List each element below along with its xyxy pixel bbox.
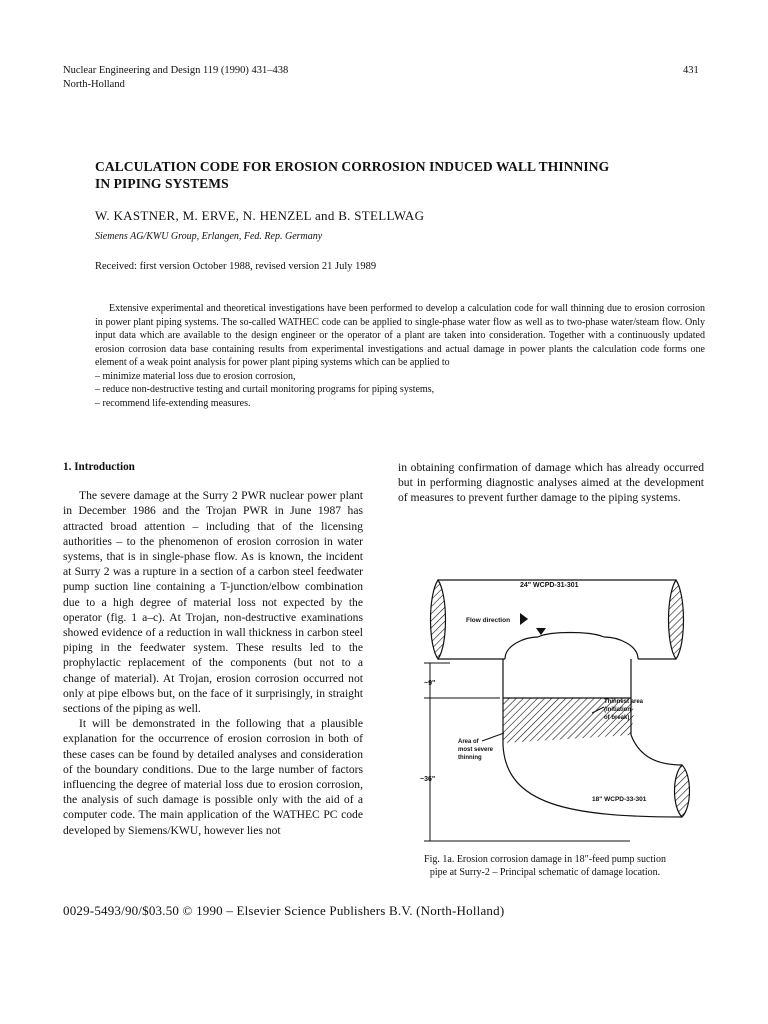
svg-text:Area of: Area of xyxy=(458,739,479,745)
abstract-text: Extensive experimental and theoretical investigations have been performed to develop a calculation code for wall thinning due to erosion corrosion in power plant piping systems. The so-called WATHEC code can be applied to single-phase water flow as well as to two-phase water/steam flow. Only input data which are available to the design engineer or the operator of a plant are taken into consideration. Together with a continuously updated erosion corrosion data base containing results from experimental investigations and actual damage in power plants the calculation code forms one element of a weak point analysis for power plant piping systems which can be applied to xyxy=(95,303,705,368)
outlet-pipe-cut xyxy=(675,765,690,817)
right-pipe-cut xyxy=(669,580,684,659)
article-title xyxy=(95,158,695,192)
affiliation: Siemens AG/KWU Group, Erlangen, Fed. Rep. Germany xyxy=(95,231,323,242)
severe-thinning-label xyxy=(458,739,494,761)
page-number: 431 xyxy=(683,65,699,76)
top-pipe-label: 24" WCPD-31-301 xyxy=(520,582,579,589)
received-dates: Received: first version October 1988, revised version 21 July 1989 xyxy=(95,261,377,272)
svg-text:thinning: thinning xyxy=(458,755,482,761)
intro-paragraph-1: The severe damage at the Surry 2 PWR nuclear power plant in December 1986 and the Trojan PWR in June 1987 has attracted broad attention – including that of the licensing authorities – to the phenomenon of erosion corrosion in water systems, that is in single-phase flow. As is known, the incident at Surry 2 was a rupture in a section of a carbon steel feedwater pump suction line containing a T-junction/elbow combination due to a high degree of material loss not expected by the operator (fig. 1 a–c). At Trojan, non-destructive examinations showed evidence of a reduction in wall thickness in carbon steel piping in the feedwater system. These results led to the prophylactic replacement of the components (but not to a change of material). At Trojan, erosion corrosion occurred not only at pipe elbows but, on the face of it surprisingly, in straight sections of the piping as well. xyxy=(63,489,363,716)
abstract-bullet: – minimize material loss due to erosion corrosion, xyxy=(95,370,705,384)
flow-direction-label: Flow direction xyxy=(466,617,511,624)
intro-paragraph-2: It will be demonstrated in the following that a plausible explanation for the occurrence of erosion corrosion in both of these cases can be found by detailed analyses and consideration of the boundary conditions. Due to the large number of factors influencing the degree of material loss due to erosion corrosion, the analysis of such damage is possible only with the aid of a computer code. The main application of the WATHEC PC code developed by Siemens/KWU, however lies not xyxy=(63,717,363,837)
authors: W. KASTNER, M. ERVE, N. HENZEL and B. STELLWAG xyxy=(95,208,425,223)
abstract xyxy=(95,302,705,410)
svg-text:(initiation: (initiation xyxy=(604,707,631,713)
svg-text:of break): of break) xyxy=(604,715,630,721)
thinnest-area-label xyxy=(604,699,644,721)
abstract-bullets xyxy=(95,370,705,411)
title-line-1: CALCULATION CODE FOR EROSION CORROSION INDUCED WALL THINNING xyxy=(95,159,610,174)
dim-36-label: ~36" xyxy=(420,776,436,783)
flow-arrow-right-icon xyxy=(520,613,528,625)
figure-caption xyxy=(385,853,705,879)
title-line-2: IN PIPING SYSTEMS xyxy=(95,176,229,191)
intro-continuation: in obtaining confirmation of damage which has already occurred but in performing diagnostic analyses aimed at the development of measures to prevent further damage to the piping systems. xyxy=(398,461,704,505)
caption-line-2: pipe at Surry-2 – Principal schematic of damage location. xyxy=(429,867,661,878)
publisher: North-Holland xyxy=(63,79,125,90)
severe-leader xyxy=(482,733,504,741)
dimension-lines xyxy=(424,663,630,841)
abstract-bullet: – reduce non-destructive testing and curtail monitoring programs for piping systems, xyxy=(95,383,705,397)
bottom-pipe-label: 18" WCPD-33-301 xyxy=(592,796,647,803)
left-column xyxy=(63,460,363,838)
flow-arrow-down-icon xyxy=(536,628,546,635)
figure-1a-schematic xyxy=(420,575,690,845)
journal-citation: Nuclear Engineering and Design 119 (1990) 431–438 xyxy=(63,65,289,76)
svg-text:Thinnest area: Thinnest area xyxy=(604,699,644,705)
right-column xyxy=(398,460,704,506)
caption-line-1: Fig. 1a. Erosion corrosion damage in 18″-feed pump suction xyxy=(424,854,666,865)
copyright-footer: 0029-5493/90/$03.50 © 1990 – Elsevier Science Publishers B.V. (North-Holland) xyxy=(63,903,505,918)
section-heading: 1. Introduction xyxy=(63,461,135,473)
svg-text:most severe: most severe xyxy=(458,747,494,753)
dim-9-label: ~9" xyxy=(424,680,436,687)
left-pipe-cut xyxy=(431,580,446,659)
abstract-bullet: – recommend life-extending measures. xyxy=(95,397,705,411)
